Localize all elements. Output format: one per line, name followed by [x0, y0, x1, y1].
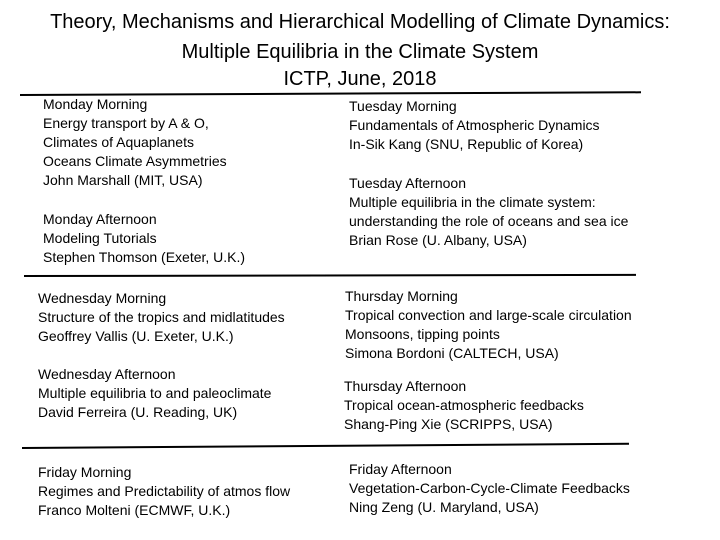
session-topic: Oceans Climate Asymmetries	[43, 153, 227, 169]
session-wednesday-morning	[38, 289, 285, 346]
page-title: Theory, Mechanisms and Hierarchical Modelling of Climate Dynamics:	[50, 11, 670, 33]
session-speaker: David Ferreira (U. Reading, UK)	[38, 404, 238, 420]
session-thursday-morning	[345, 287, 632, 363]
session-friday-morning	[38, 463, 290, 520]
session-heading: Monday Morning	[43, 96, 148, 112]
session-topic: Tropical convection and large-scale circulation	[345, 307, 632, 323]
session-monday-afternoon	[43, 210, 245, 267]
session-topic: Regimes and Predictability of atmos flow	[38, 483, 291, 499]
session-heading: Monday Afternoon	[43, 211, 157, 227]
session-speaker: Shang-Ping Xie (SCRIPPS, USA)	[344, 416, 553, 432]
session-topic: understanding the role of oceans and sea ice	[349, 213, 629, 229]
session-speaker: Ning Zeng (U. Maryland, USA)	[349, 499, 539, 515]
session-speaker: Simona Bordoni (CALTECH, USA)	[345, 345, 559, 361]
session-topic: Energy transport by A & O,	[43, 115, 209, 131]
session-heading: Thursday Morning	[345, 288, 458, 304]
event-date-location: ICTP, June, 2018	[283, 68, 437, 90]
session-heading: Tuesday Afternoon	[349, 175, 467, 191]
session-heading: Friday Afternoon	[349, 461, 452, 477]
session-topic: Modeling Tutorials	[43, 230, 157, 246]
session-speaker: Brian Rose (U. Albany, USA)	[349, 232, 527, 248]
session-tuesday-morning	[349, 97, 600, 154]
divider-wednesday-thursday	[22, 443, 629, 449]
session-speaker: Franco Molteni (ECMWF, U.K.)	[38, 502, 231, 518]
session-heading: Wednesday Afternoon	[38, 366, 176, 382]
session-monday-morning	[43, 95, 227, 190]
session-topic: Vegetation-Carbon-Cycle-Climate Feedbacks	[349, 480, 630, 496]
session-speaker: John Marshall (MIT, USA)	[43, 172, 203, 188]
session-wednesday-afternoon	[38, 365, 271, 422]
page-subtitle: Multiple Equilibria in the Climate System	[181, 41, 539, 63]
session-topic: Monsoons, tipping points	[345, 326, 500, 342]
session-speaker: In-Sik Kang (SNU, Republic of Korea)	[349, 136, 584, 152]
session-topic: Multiple equilibria in the climate system:	[349, 194, 596, 210]
session-speaker: Geoffrey Vallis (U. Exeter, U.K.)	[38, 328, 234, 344]
session-thursday-afternoon	[344, 377, 584, 434]
session-tuesday-afternoon	[349, 174, 628, 250]
session-friday-afternoon	[349, 460, 630, 517]
session-topic: Tropical ocean-atmospheric feedbacks	[344, 397, 584, 413]
session-topic: Climates of Aquaplanets	[43, 134, 194, 150]
session-heading: Thursday Afternoon	[344, 378, 467, 394]
session-heading: Tuesday Morning	[349, 98, 457, 114]
session-topic: Fundamentals of Atmospheric Dynamics	[349, 117, 600, 133]
session-heading: Friday Morning	[38, 464, 132, 480]
divider-monday-tuesday	[24, 274, 636, 277]
session-topic: Structure of the tropics and midlatitudes	[38, 309, 285, 325]
session-heading: Wednesday Morning	[38, 290, 167, 306]
session-topic: Multiple equilibria to and paleoclimate	[38, 385, 272, 401]
session-speaker: Stephen Thomson (Exeter, U.K.)	[43, 249, 246, 265]
